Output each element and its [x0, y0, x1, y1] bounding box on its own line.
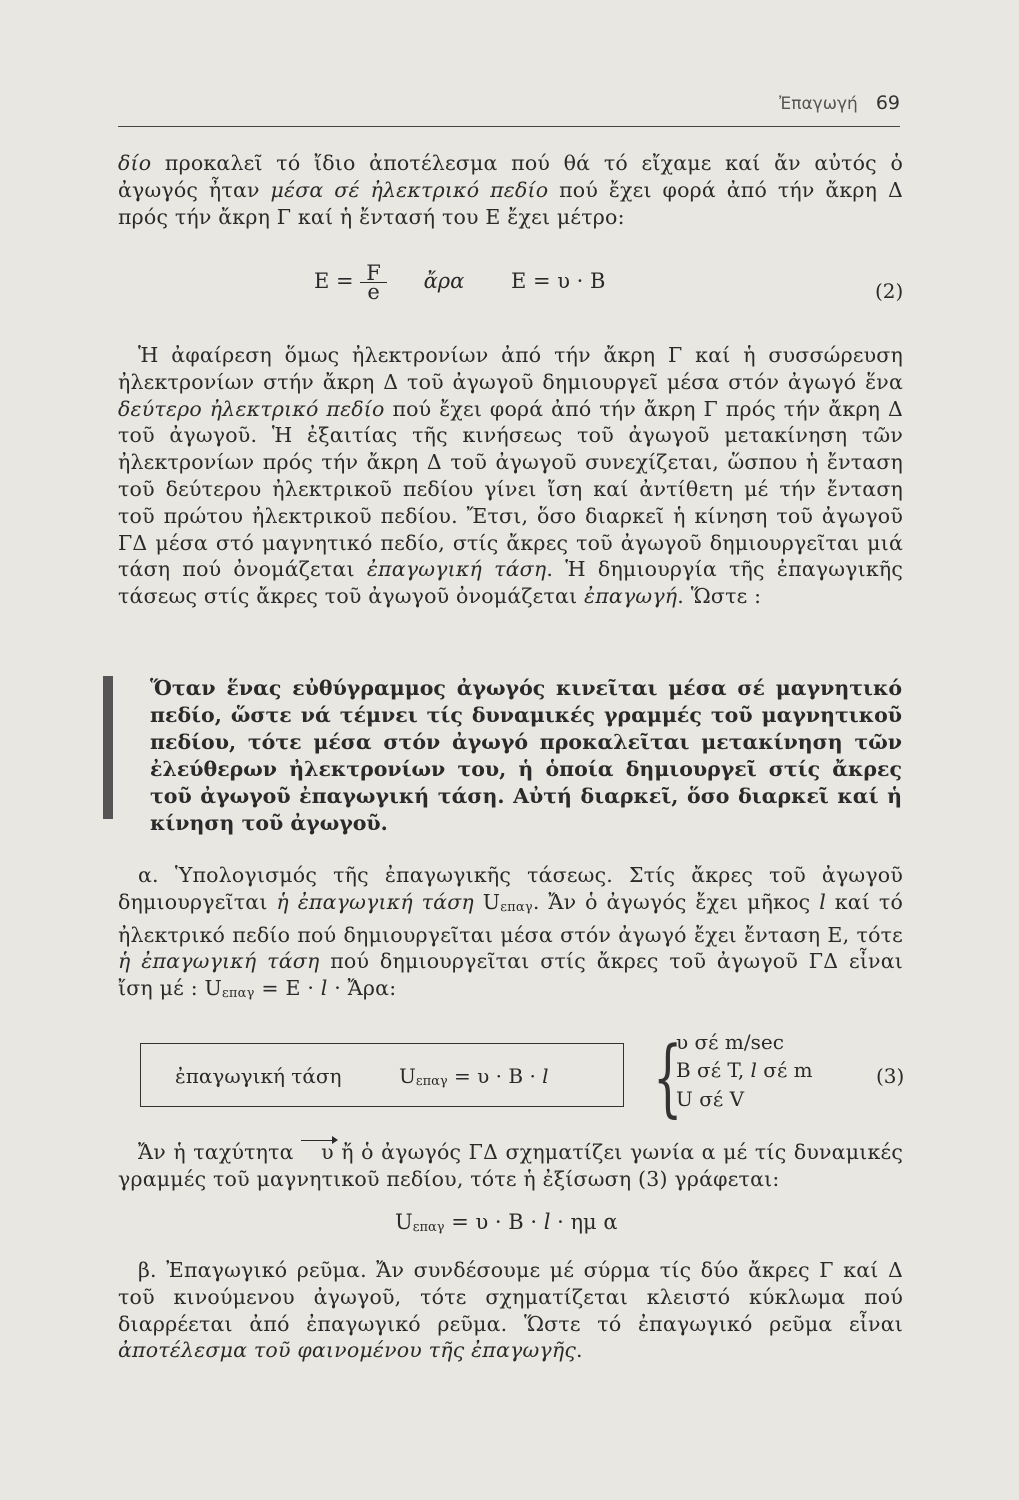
p5-text-2: . — [576, 1338, 583, 1363]
equation-4 — [395, 1210, 618, 1235]
eq3-label: ἐπαγωγική τάση — [175, 1064, 342, 1088]
highlight-bar — [103, 676, 113, 819]
eq2-numerator: F — [360, 264, 387, 283]
p3-sub-1: επαγ — [500, 899, 533, 915]
velocity-vector: υ — [301, 1139, 334, 1166]
eq3-rhs: = υ · B · — [447, 1064, 543, 1088]
eq3-lhs-sub: επαγ — [415, 1074, 448, 1089]
eq2-rhs: E = υ · B — [510, 269, 606, 293]
p1-italic-2: μέσα σέ ἠλεκτρικό πεδίο — [270, 177, 549, 202]
paragraph-1 — [118, 150, 903, 230]
eq3-lhs: U — [399, 1064, 416, 1088]
unit-m: σέ m — [756, 1058, 813, 1082]
p2-text-1: Ἡ ἀφαίρεση ὅμως ἠλεκτρονίων ἀπό τήν ἄκρη Γ καί ἡ συσσώρευση ἠλεκτρονίων στήν ἄκρη Δ τοῦ ἀγωγοῦ δημιουργεῖ μέσα στόν ἀγωγό ἕνα — [118, 343, 903, 394]
page-number: 69 — [875, 92, 900, 114]
eq3-formula — [399, 1064, 549, 1089]
p2-text-4: . Ὥστε : — [677, 584, 762, 609]
highlighted-definition: Ὅταν ἕνας εὐθύγραμμος ἀγωγός κινεῖται μέσα σέ μαγνητικό πεδίο, ὥστε νά τέμνει τίς δυναμικές γραμμές τοῦ μαγνητικοῦ πεδίου, τότε μέσα στόν ἀγωγό προκαλεῖται μετακίνηση τῶν ἐλεύθερων ἠλεκτρονίων του, ἡ ὁποία δημιουργεῖ στίς ἄκρες τοῦ ἀγωγοῦ ἐπαγωγική τάση. Αὐτή διαρκεῖ, ὅσο διαρκεῖ καί ἡ κίνηση τοῦ ἀγωγοῦ. — [150, 676, 902, 835]
p3-text-7: · Ἄρα: — [327, 976, 397, 1001]
p4-text-1: Ἄν ἡ ταχύτητα — [138, 1140, 302, 1164]
unit-line-3: U σέ V — [676, 1087, 745, 1111]
eq4-rhs: = υ · B · — [444, 1210, 544, 1234]
paragraph-2 — [118, 342, 903, 610]
eq4-tail: · ημ α — [550, 1210, 618, 1234]
unit-b: B σέ T, — [676, 1058, 751, 1082]
p3-text-5: πού δημιουργεῖται στίς ἄκρες τοῦ ἀγωγοῦ ΓΔ εἶναι ἴση μέ : U — [118, 949, 904, 1001]
equation-3-box — [140, 1043, 624, 1107]
p3-text-4: καί τό ἠλεκτρικό πεδίο πού δημιουργεῖται μέσα στόν ἀγωγό ἔχει ἔνταση Ε, τότε — [118, 889, 903, 947]
eq2-ara: ἄρα — [423, 269, 465, 293]
p1-text-1: προκαλεῖ τό ἴδιο ἀποτέλεσμα πού θά τό εἴχαμε καί ἄν αὐτός ὁ ἀγωγός ἦταν — [118, 151, 903, 202]
p2-text-3: . Ἡ δημιουργία τῆς ἐπαγωγικῆς τάσεως στίς ἄκρες τοῦ ἀγωγοῦ ὀνομάζεται — [118, 557, 904, 609]
p3-text-1: α. Ὑπολογισμός τῆς ἐπαγωγικῆς τάσεως. Στίς ἄκρες τοῦ ἀγωγοῦ δημιουργεῖται — [118, 863, 903, 914]
paragraph-4 — [118, 1139, 903, 1193]
equation-2 — [314, 261, 606, 304]
eq4-lhs-sub: επαγ — [412, 1220, 445, 1235]
eq3-l: l — [542, 1064, 549, 1088]
unit-line-1: υ σέ m/sec — [676, 1030, 784, 1054]
p1-italic-1: δίο — [118, 151, 152, 175]
p3-italic-2: ἡ ἐπαγωγική τάση — [118, 949, 320, 974]
p3-italic-l-1: l — [819, 889, 826, 914]
eq2-lhs: E = — [314, 269, 354, 293]
paragraph-5 — [118, 1257, 903, 1364]
p2-italic-1: δεύτερο ἠλεκτρικό πεδίο — [118, 396, 385, 421]
p2-italic-3: ἐπαγωγή — [584, 584, 678, 609]
running-header — [118, 92, 900, 114]
p3-text-6: = E · — [254, 976, 321, 1001]
p3-italic-l-2: l — [320, 976, 328, 1001]
eq2-denominator: e — [367, 280, 380, 304]
p3-text-2: U — [473, 889, 501, 914]
eq2-number: (2) — [875, 279, 904, 303]
header-rule — [118, 126, 900, 127]
p2-text-2: πού ἔχει φορά ἀπό τήν ἄκρη Γ πρός τήν ἄκρη Δ τοῦ ἀγωγοῦ. Ἡ ἐξαιτίας τῆς κινήσεως τοῦ ἀγωγοῦ μετακίνηση τῶν ἠλεκτρονίων πρός τήν ἄκρη Δ τοῦ ἀγωγοῦ συνεχίζεται, ὥσπου ἡ ἔνταση τοῦ δεύτερου ἠλεκτρικοῦ πεδίου γίνει ἴση καί ἀντίθετη μέ τήν ἔνταση τοῦ πρώτου ἠλεκτρικοῦ πεδίου. Ἔτσι, ὅσο διαρκεῖ ἡ κίνηση τοῦ ἀγωγοῦ ΓΔ μέσα στό μαγνητικό πεδίο, στίς ἄκρες τοῦ ἀγωγοῦ δημιουργεῖται μιά τάση πού ὀνομάζεται — [118, 396, 903, 582]
p3-text-3: . Ἄν ὁ ἀγωγός ἔχει μῆκος — [532, 889, 820, 914]
eq4-l: l — [543, 1210, 551, 1234]
p3-italic-1: ἡ ἐπαγωγική τάση — [276, 889, 474, 914]
p5-text-1: β. Ἐπαγωγικό ρεῦμα. Ἄν συνδέσουμε μέ σύρμα τίς δύο ἄκρες Γ καί Δ τοῦ κινούμενου ἀγωγοῦ, τότε σχηματίζεται κλειστό κύκλωμα πού διαρρέεται ἀπό ἐπαγωγικό ρεῦμα. Ὥστε τό ἐπαγωγικό ρεῦμα εἶναι — [118, 1258, 903, 1336]
paragraph-3 — [118, 862, 903, 1008]
p5-italic-1: ἀποτέλεσμα τοῦ φαινομένου τῆς ἐπαγωγῆς — [118, 1338, 576, 1363]
eq2-fraction — [360, 261, 387, 304]
unit-line-2 — [676, 1058, 813, 1082]
units-brace: { — [653, 1028, 683, 1126]
p3-sub-2: επαγ — [222, 986, 255, 1002]
p2-italic-2: ἐπαγωγική τάση — [366, 557, 547, 582]
eq3-number: (3) — [876, 1064, 905, 1088]
unit-l: l — [750, 1058, 757, 1082]
eq4-lhs: U — [395, 1210, 413, 1234]
p4-text-2: ἤ ὁ ἀγωγός ΓΔ σχηματίζει γωνία α μέ τίς δυναμικές γραμμές τοῦ μαγνητικοῦ πεδίου, τότε ἡ ἐξίσωση (3) γράφεται: — [118, 1140, 904, 1191]
chapter-title: Ἐπαγωγή — [779, 94, 858, 114]
p1-text-2: πού ἔχει φορά ἀπό τήν ἄκρη Δ πρός τήν ἄκρη Γ καί ἡ ἔντασή του Ε ἔχει μέτρο: — [118, 177, 904, 229]
